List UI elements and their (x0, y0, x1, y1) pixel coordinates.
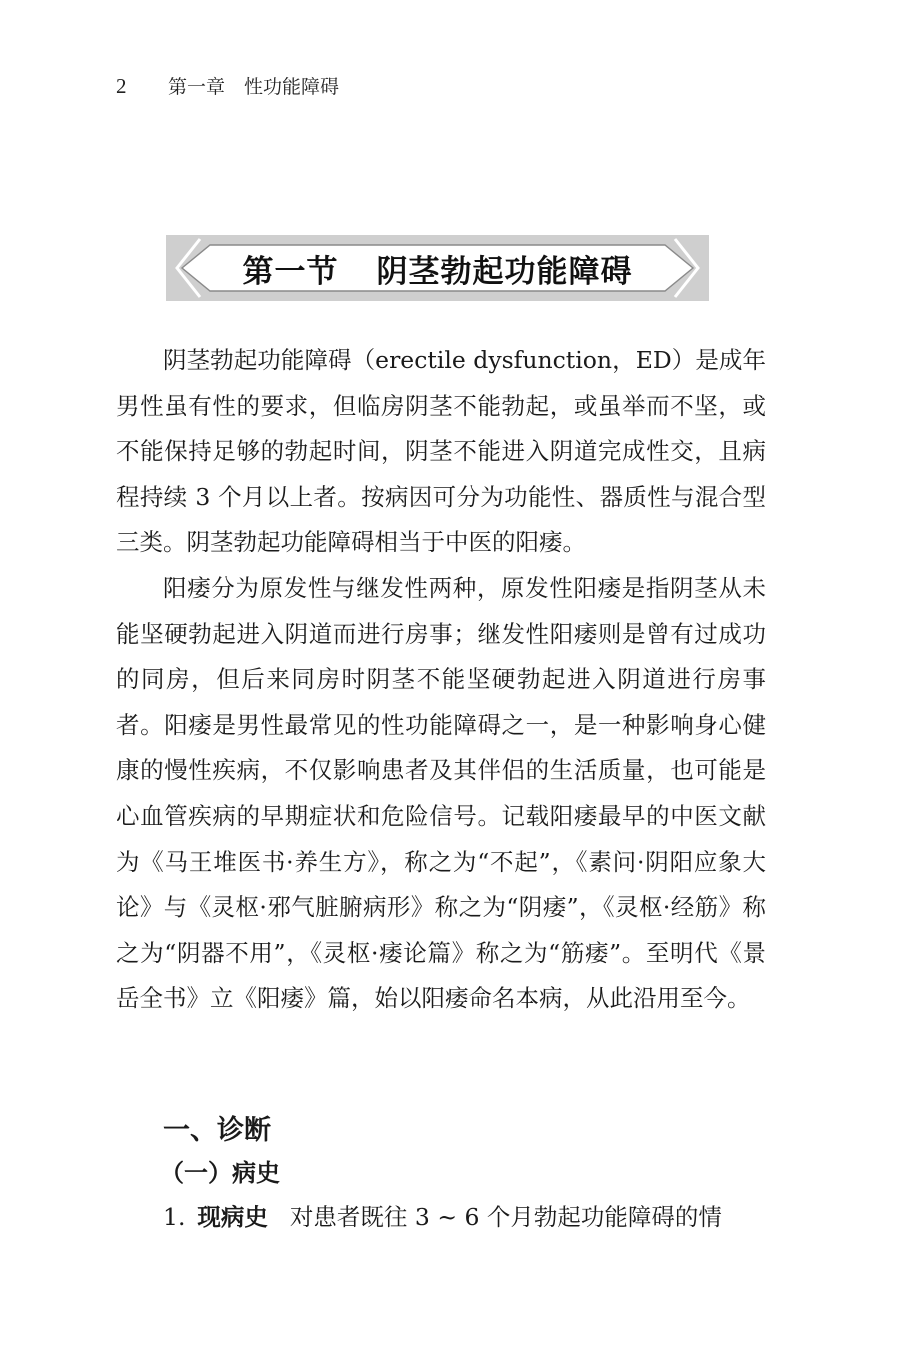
section-banner (166, 235, 709, 301)
item-number: 1. (163, 1203, 186, 1231)
section-title: 阴茎勃起功能障碍 (376, 253, 633, 290)
section-number: 第一节 (242, 253, 339, 290)
heading-diagnosis: 一、诊断 (163, 1115, 271, 1146)
body-text (116, 338, 766, 1022)
list-item (163, 1198, 773, 1232)
heading-history: （一）病史 (160, 1159, 280, 1187)
section-heading (166, 235, 709, 301)
item-title: 现病史 (197, 1203, 268, 1231)
item-text: 对患者既往 3 ~ 6 个月勃起功能障碍的情 (289, 1203, 722, 1231)
running-head (116, 72, 339, 99)
paragraph: 阴茎勃起功能障碍（erectile dysfunction，ED）是成年男性虽有性的要求，但临房阴茎不能勃起，或虽举而不坚，或不能保持足够的勃起时间，阴茎不能进入阴道完成性交，且病程持续 3 个月以上者。按病因可分为功能性、器质性与混合型三类。阴茎勃起功能障碍相当于中医的阳痿。 (116, 346, 766, 557)
chapter-title: 第一章 性功能障碍 (168, 76, 340, 98)
page-number: 2 (116, 74, 127, 98)
paragraph: 阳痿分为原发性与继发性两种，原发性阳痿是指阴茎从未能坚硬勃起进入阴道而进行房事；继发性阳痿则是曾有过成功的同房，但后来同房时阴茎不能坚硬勃起进入阴道进行房事者。阳痿是男性最常见的性功能障碍之一，是一种影响身心健康的慢性疾病，不仅影响患者及其伴侣的生活质量，也可能是心血管疾病的早期症状和危险信号。记载阳痿最早的中医文献为《马王堆医书·养生方》，称之为“不起”，《素问·阴阳应象大论》与《灵枢·邪气脏腑病形》称之为“阴痿”，《灵枢·经筋》称之为“阴器不用”，《灵枢·痿论篇》称之为“筋痿”。至明代《景岳全书》立《阳痿》篇，始以阳痿命名本病，从此沿用至今。 (116, 573, 766, 1013)
